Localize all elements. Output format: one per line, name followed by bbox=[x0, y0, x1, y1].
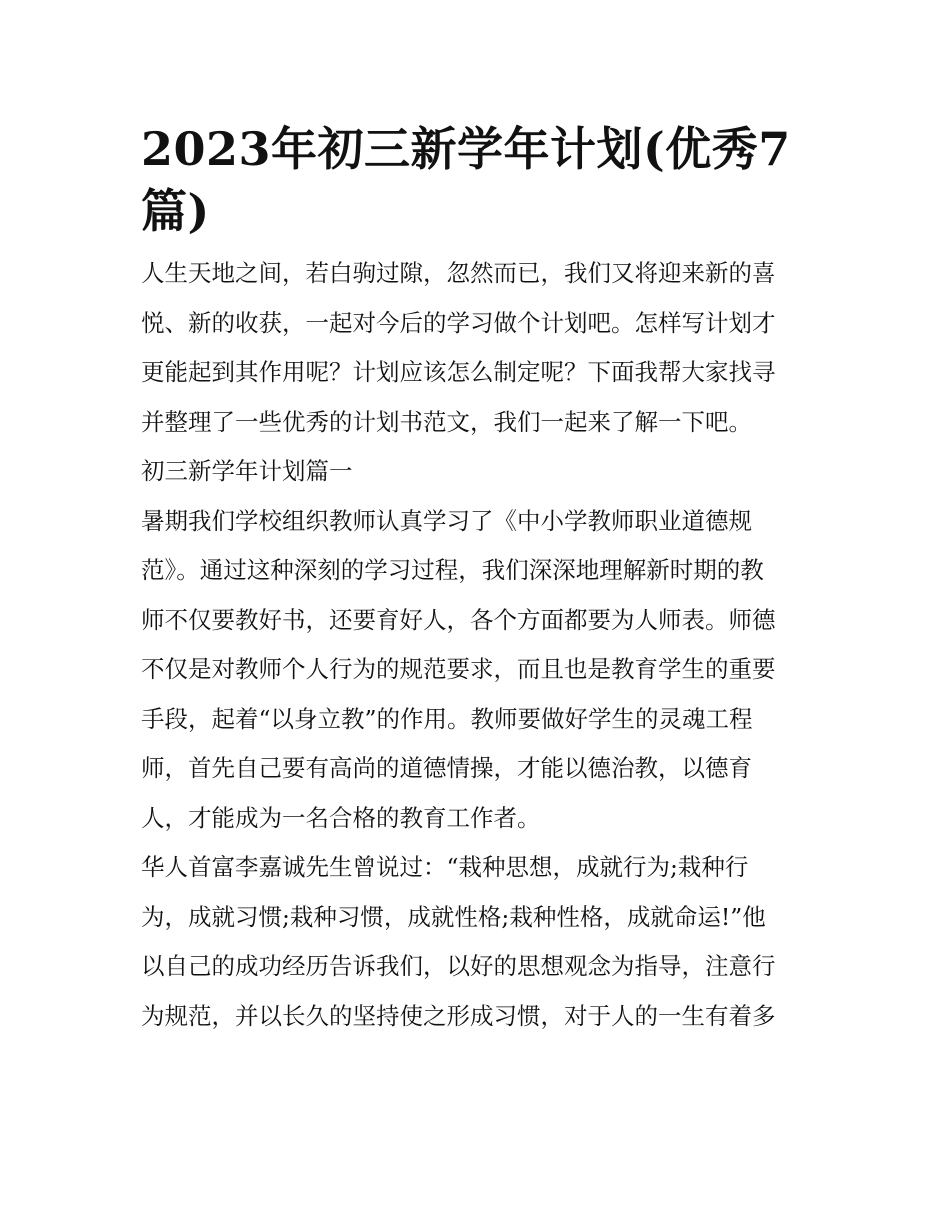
text-line: 不仅是对教师个人行为的规范要求，而且也是教育学生的重要 bbox=[141, 655, 776, 683]
title-line: 2023年初三新学年计划(优秀7 bbox=[141, 122, 791, 176]
text-line: 华人首富李嘉诚先生曾说过：“栽种思想，成就行为;栽种行 bbox=[141, 853, 749, 881]
text-line: 师不仅要教好书，还要育好人，各个方面都要为人师表。师德 bbox=[141, 605, 776, 634]
section-heading: 初三新学年计划篇一 bbox=[141, 457, 353, 485]
text-line: 暑期我们学校组织教师认真学习了《中小学教师职业道德规 bbox=[141, 506, 752, 535]
body-paragraph-1 bbox=[141, 497, 813, 844]
text-line: 以自己的成功经历告诉我们，以好的思想观念为指导，注意行 bbox=[141, 952, 776, 980]
text-line: 更能起到其作用呢？计划应该怎么制定呢？下面我帮大家找寻 bbox=[141, 358, 776, 386]
text-line: 为规范，并以长久的坚持使之形成习惯，对于人的一生有着多 bbox=[141, 1001, 776, 1030]
document-page bbox=[141, 118, 813, 1041]
page-title bbox=[141, 118, 813, 242]
text-line: 悦、新的收获，一起对今后的学习做个计划吧。怎样写计划才 bbox=[141, 308, 776, 337]
text-line: 人生天地之间，若白驹过隙，忽然而已，我们又将迎来新的喜 bbox=[141, 259, 776, 287]
text-line: 人，才能成为一名合格的教育工作者。 bbox=[141, 803, 541, 832]
text-line: 为，成就习惯;栽种习惯，成就性格;栽种性格，成就命运!”他 bbox=[141, 902, 766, 931]
text-line: 并整理了一些优秀的计划书范文，我们一起来了解一下吧。 bbox=[141, 407, 752, 436]
body-paragraph-2 bbox=[141, 843, 813, 1041]
text-line: 师，首先自己要有高尚的道德情操，才能以德治教，以德育 bbox=[141, 754, 752, 782]
text-line: 范》。通过这种深刻的学习过程，我们深深地理解新时期的教 bbox=[141, 556, 764, 584]
title-line: 篇) bbox=[141, 184, 210, 238]
intro-paragraph bbox=[141, 249, 813, 447]
text-line: 手段，起着“以身立教”的作用。教师要做好学生的灵魂工程 bbox=[141, 704, 753, 733]
